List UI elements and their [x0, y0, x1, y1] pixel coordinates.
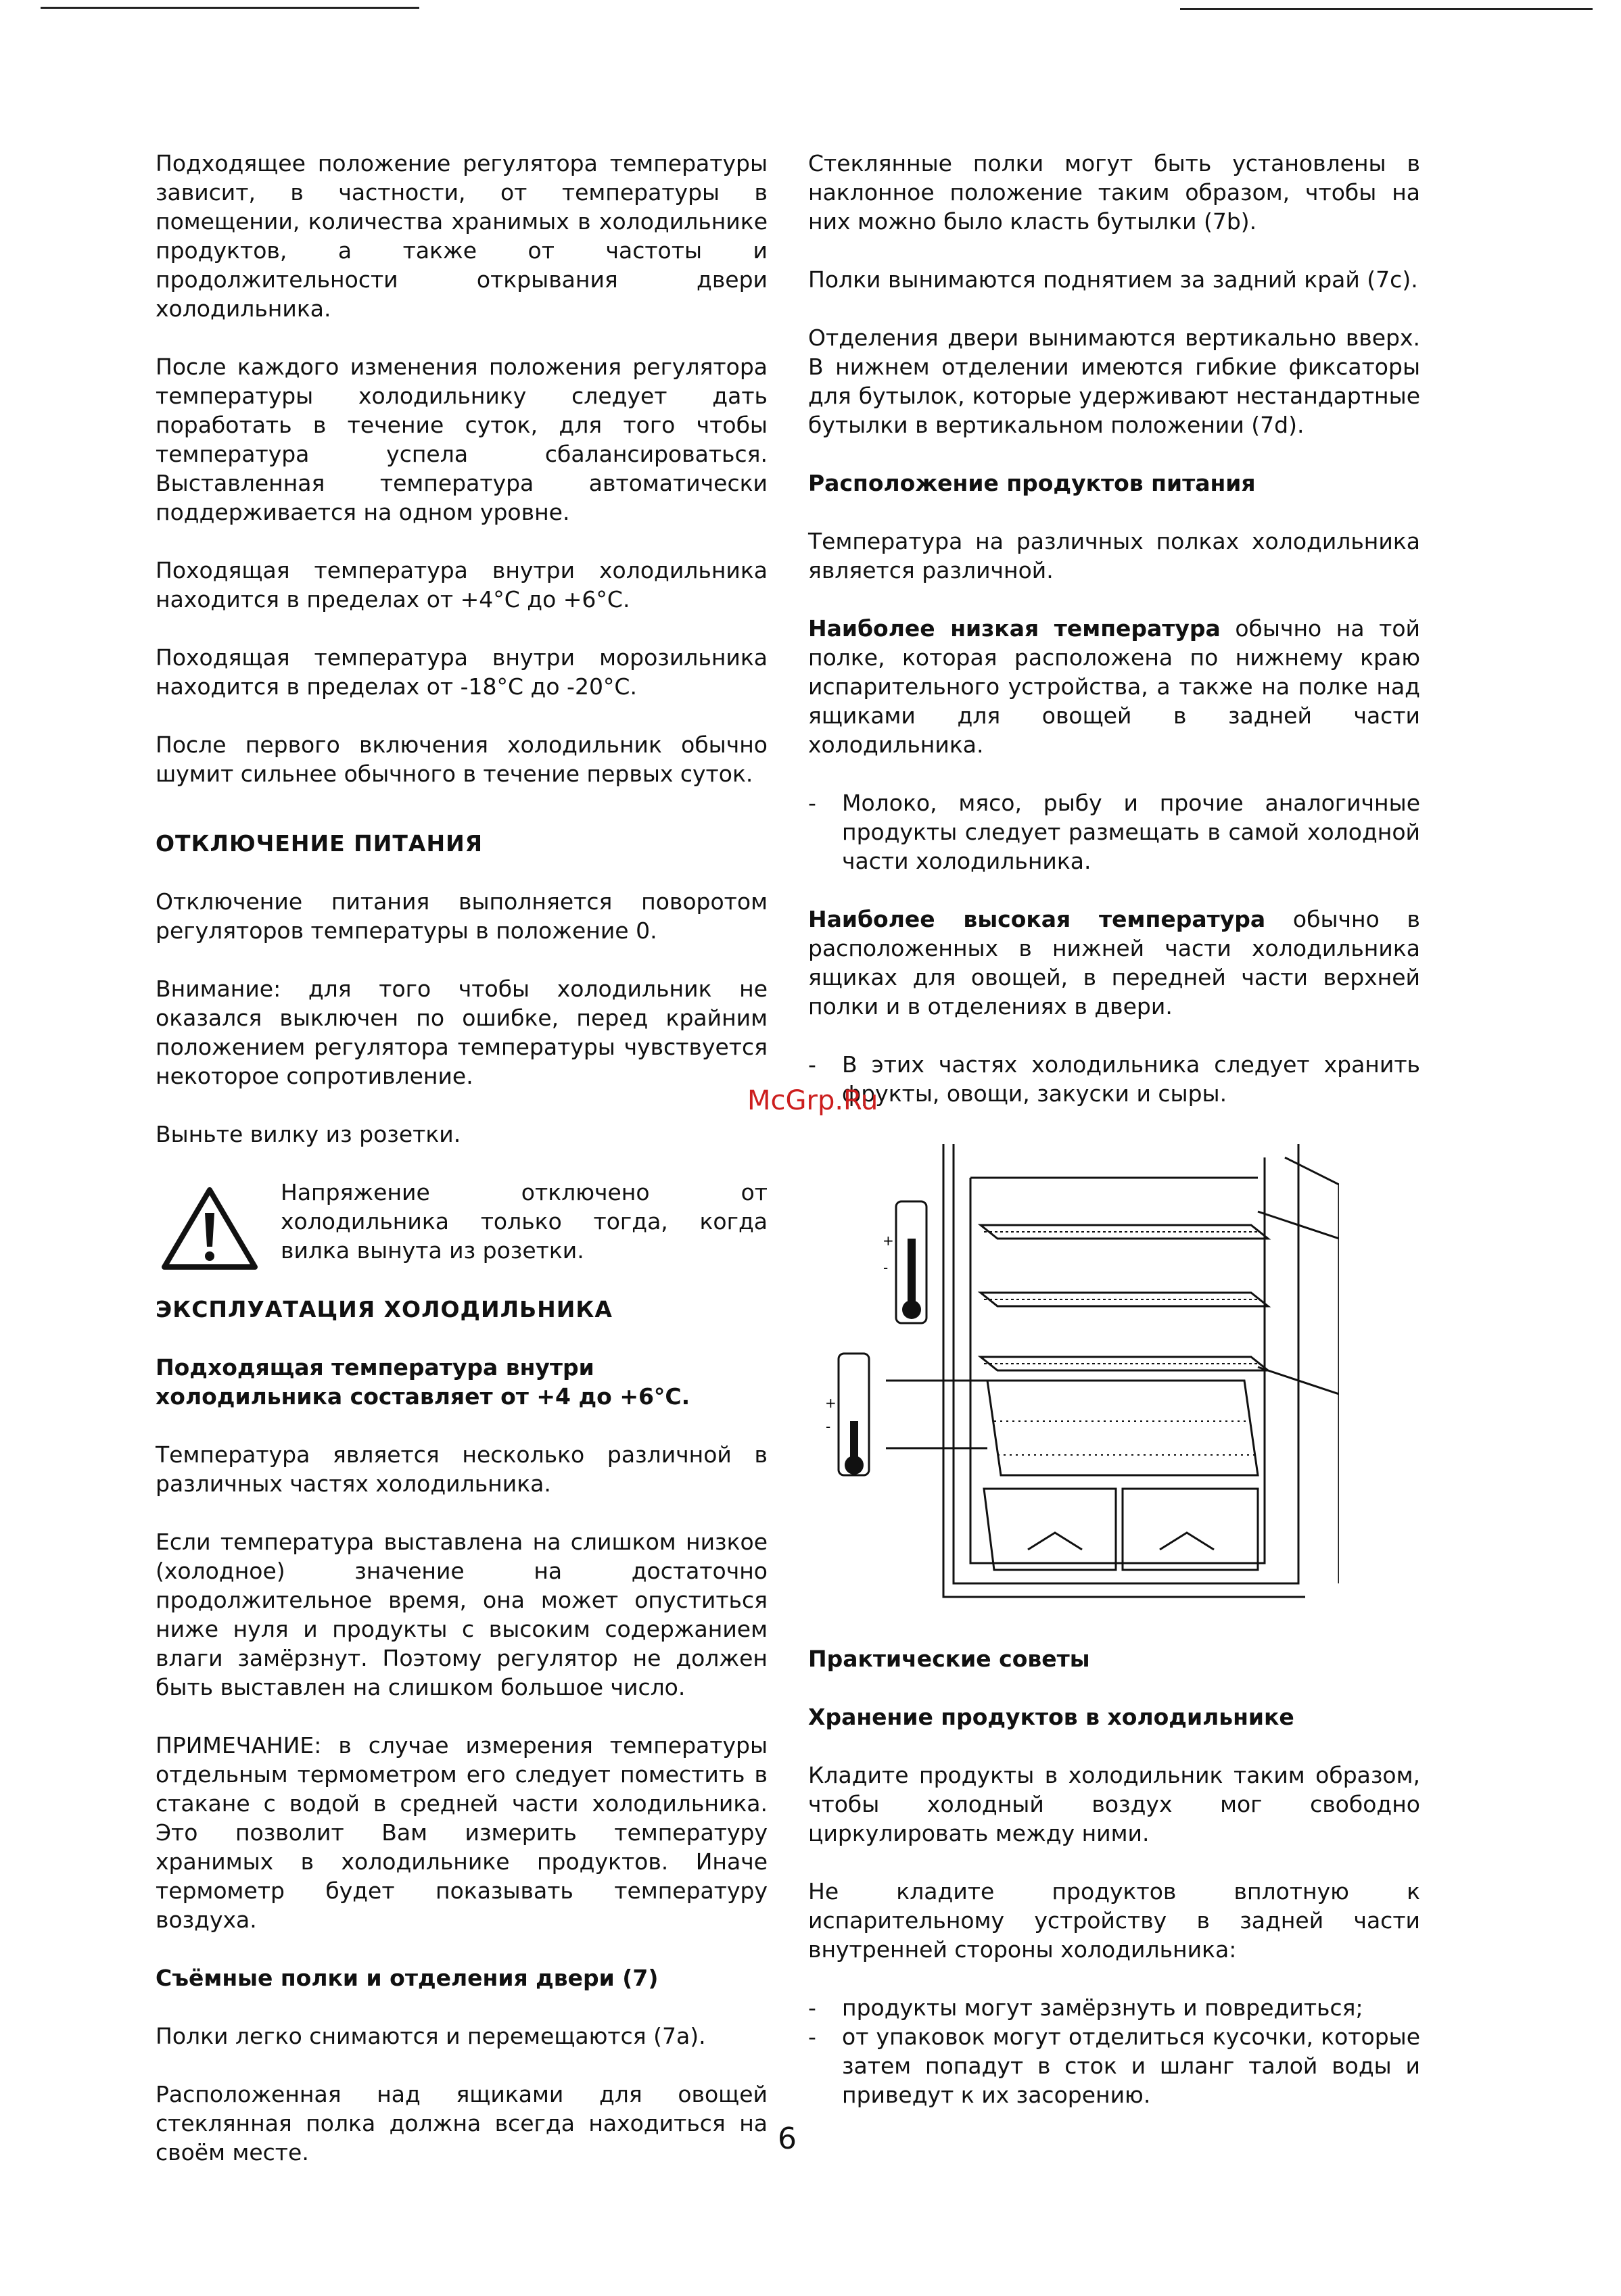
- paragraph: Температура на различных полках холодильника является различной.: [808, 528, 1420, 583]
- paragraph: [808, 905, 1420, 1021]
- bullet-list: [808, 788, 1420, 876]
- paragraph: Температура является несколько различной в различных частях холодильника.: [156, 1441, 768, 1497]
- warning-block: [156, 1178, 768, 1266]
- list-item-text: от упаковок могут отделиться кусочки, которые затем попадут в сток и шланг талой воды и приведут к их засорению.: [842, 2024, 1420, 2108]
- thermometer-icon: [896, 1201, 926, 1323]
- paragraph: [808, 614, 1420, 759]
- subheading-storage: Хранение продуктов в холодильнике: [808, 1704, 1294, 1730]
- warning-triangle-icon: [159, 1185, 260, 1272]
- plus-sign: +: [825, 1395, 837, 1411]
- paragraph: После каждого изменения положения регулятора температуры холодильнику следует дать поработать в течение суток, для того чтобы температура успела сбалансироваться. Выставленная температура автоматически поддерживается на одном уровне.: [156, 354, 768, 525]
- paragraph: Полки вынимаются поднятием за задний край (7c).: [808, 266, 1418, 293]
- top-rule-left: [41, 7, 419, 9]
- plus-sign: +: [883, 1233, 894, 1249]
- bullet-list: [808, 1050, 1420, 1108]
- minus-sign: -: [826, 1418, 831, 1435]
- paragraph: Стеклянные полки могут быть установлены в наклонное положение таким образом, чтобы на них можно было класть бутылки (7b).: [808, 150, 1420, 235]
- paragraph: Выньте вилку из розетки.: [156, 1121, 461, 1147]
- dash: -: [808, 790, 816, 816]
- fridge-illustration: [825, 1137, 1339, 1610]
- subheading-practical-tips: Практические советы: [808, 1646, 1090, 1672]
- dash: -: [808, 2024, 816, 2050]
- left-column: [156, 149, 768, 2196]
- list-item-text: продукты могут замёрзнуть и повредиться;: [842, 1994, 1363, 2021]
- paragraph: Расположенная над ящиками для овощей стеклянная полка должна всегда находиться на своём месте.: [156, 2081, 768, 2166]
- paragraph: Походящая температура внутри морозильника находится в пределах от -18°C до -20°C.: [156, 644, 768, 700]
- right-column: [808, 149, 1420, 2138]
- list-item: [808, 1993, 1420, 2022]
- paragraph: Если температура выставлена на слишком низкое (холодное) значение на достаточно продолжительное время, она может опуститься ниже нуля и продукты с высоким содержанием влаги замёрзнут. Поэтому регулятор не должен быть выставлен на слишком большое число.: [156, 1529, 768, 1700]
- page-number: 6: [778, 2122, 797, 2156]
- list-item: [808, 788, 1420, 876]
- subheading-temperature: Подходящая температура внутри холодильника составляет от +4 до +6°C.: [156, 1354, 690, 1410]
- top-rule-right: [1180, 8, 1593, 10]
- list-item-text: Молоко, мясо, рыбу и прочие аналогичные продукты следует размещать в самой холодной части холодильника.: [842, 790, 1420, 874]
- list-item: [808, 2022, 1420, 2109]
- paragraph: ПРИМЕЧАНИЕ: в случае измерения температуры отдельным термометром его следует поместить в стакане с водой в средней части холодильника. Это позволит Вам измерить температуру хранимых в холодильнике продуктов. Иначе термометр будет показывать температуру воздуха.: [156, 1732, 768, 1933]
- paragraph: Походящая температура внутри холодильника находится в пределах от +4°C до +6°C.: [156, 557, 768, 613]
- section-heading-power-off: ОТКЛЮЧЕНИЕ ПИТАНИЯ: [156, 830, 484, 857]
- list-item: [808, 1050, 1420, 1108]
- paragraph: Отключение питания выполняется поворотом регуляторов температуры в положение 0.: [156, 888, 768, 944]
- paragraph: Отделения двери вынимаются вертикально вверх. В нижнем отделении имеются гибкие фиксаторы для бутылок, которые удерживают нестандартные бутылки в вертикальном положении (7d).: [808, 325, 1420, 438]
- list-item-text: В этих частях холодильника следует хранить фрукты, овощи, закуски и сыры.: [842, 1051, 1420, 1107]
- warning-text: Напряжение отключено от холодильника только тогда, когда вилка вынута из розетки.: [281, 1179, 768, 1264]
- paragraph: Внимание: для того чтобы холодильник не оказался выключен по ошибке, перед крайним положением регулятора температуры чувствуется некоторое сопротивление.: [156, 976, 768, 1089]
- paragraph-rest: обычно в расположенных в нижней части холодильника ящиках для овощей, в передней части верхней полки и в отделениях в двери.: [808, 906, 1420, 1020]
- bold-term: Наиболее низкая температура: [808, 615, 1221, 642]
- thermometer-icon: [839, 1354, 869, 1475]
- dash: -: [808, 1994, 816, 2021]
- subheading-food-placement: Расположение продуктов питания: [808, 470, 1256, 496]
- subheading-shelves: Съёмные полки и отделения двери (7): [156, 1965, 659, 1991]
- paragraph: Полки легко снимаются и перемещаются (7a).: [156, 2023, 706, 2049]
- paragraph-rest: обычно на той полке, которая расположена по нижнему краю испарительного устройства, а также на полке над ящиками для овощей в задней части холодильника.: [808, 615, 1420, 758]
- dash: -: [808, 1051, 816, 1078]
- paragraph: После первого включения холодильник обычно шумит сильнее обычного в течение первых суток.: [156, 732, 768, 787]
- bullet-list: [808, 1993, 1420, 2109]
- watermark: McGrp.Ru: [747, 1085, 878, 1116]
- paragraph: Не кладите продуктов вплотную к испарительному устройству в задней части внутренней стороны холодильника:: [808, 1878, 1420, 1963]
- paragraph: Кладите продукты в холодильник таким образом, чтобы холодный воздух мог свободно циркулировать между ними.: [808, 1762, 1420, 1846]
- section-heading-usage: ЭКСПЛУАТАЦИЯ ХОЛОДИЛЬНИКА: [156, 1296, 613, 1322]
- bold-term: Наиболее высокая температура: [808, 906, 1266, 932]
- minus-sign: -: [883, 1260, 889, 1276]
- paragraph: Подходящее положение регулятора температуры зависит, в частности, от температуры в помещении, количества хранимых в холодильнике продуктов, а также от частоты и продолжительности открывания двери холодильника.: [156, 150, 768, 322]
